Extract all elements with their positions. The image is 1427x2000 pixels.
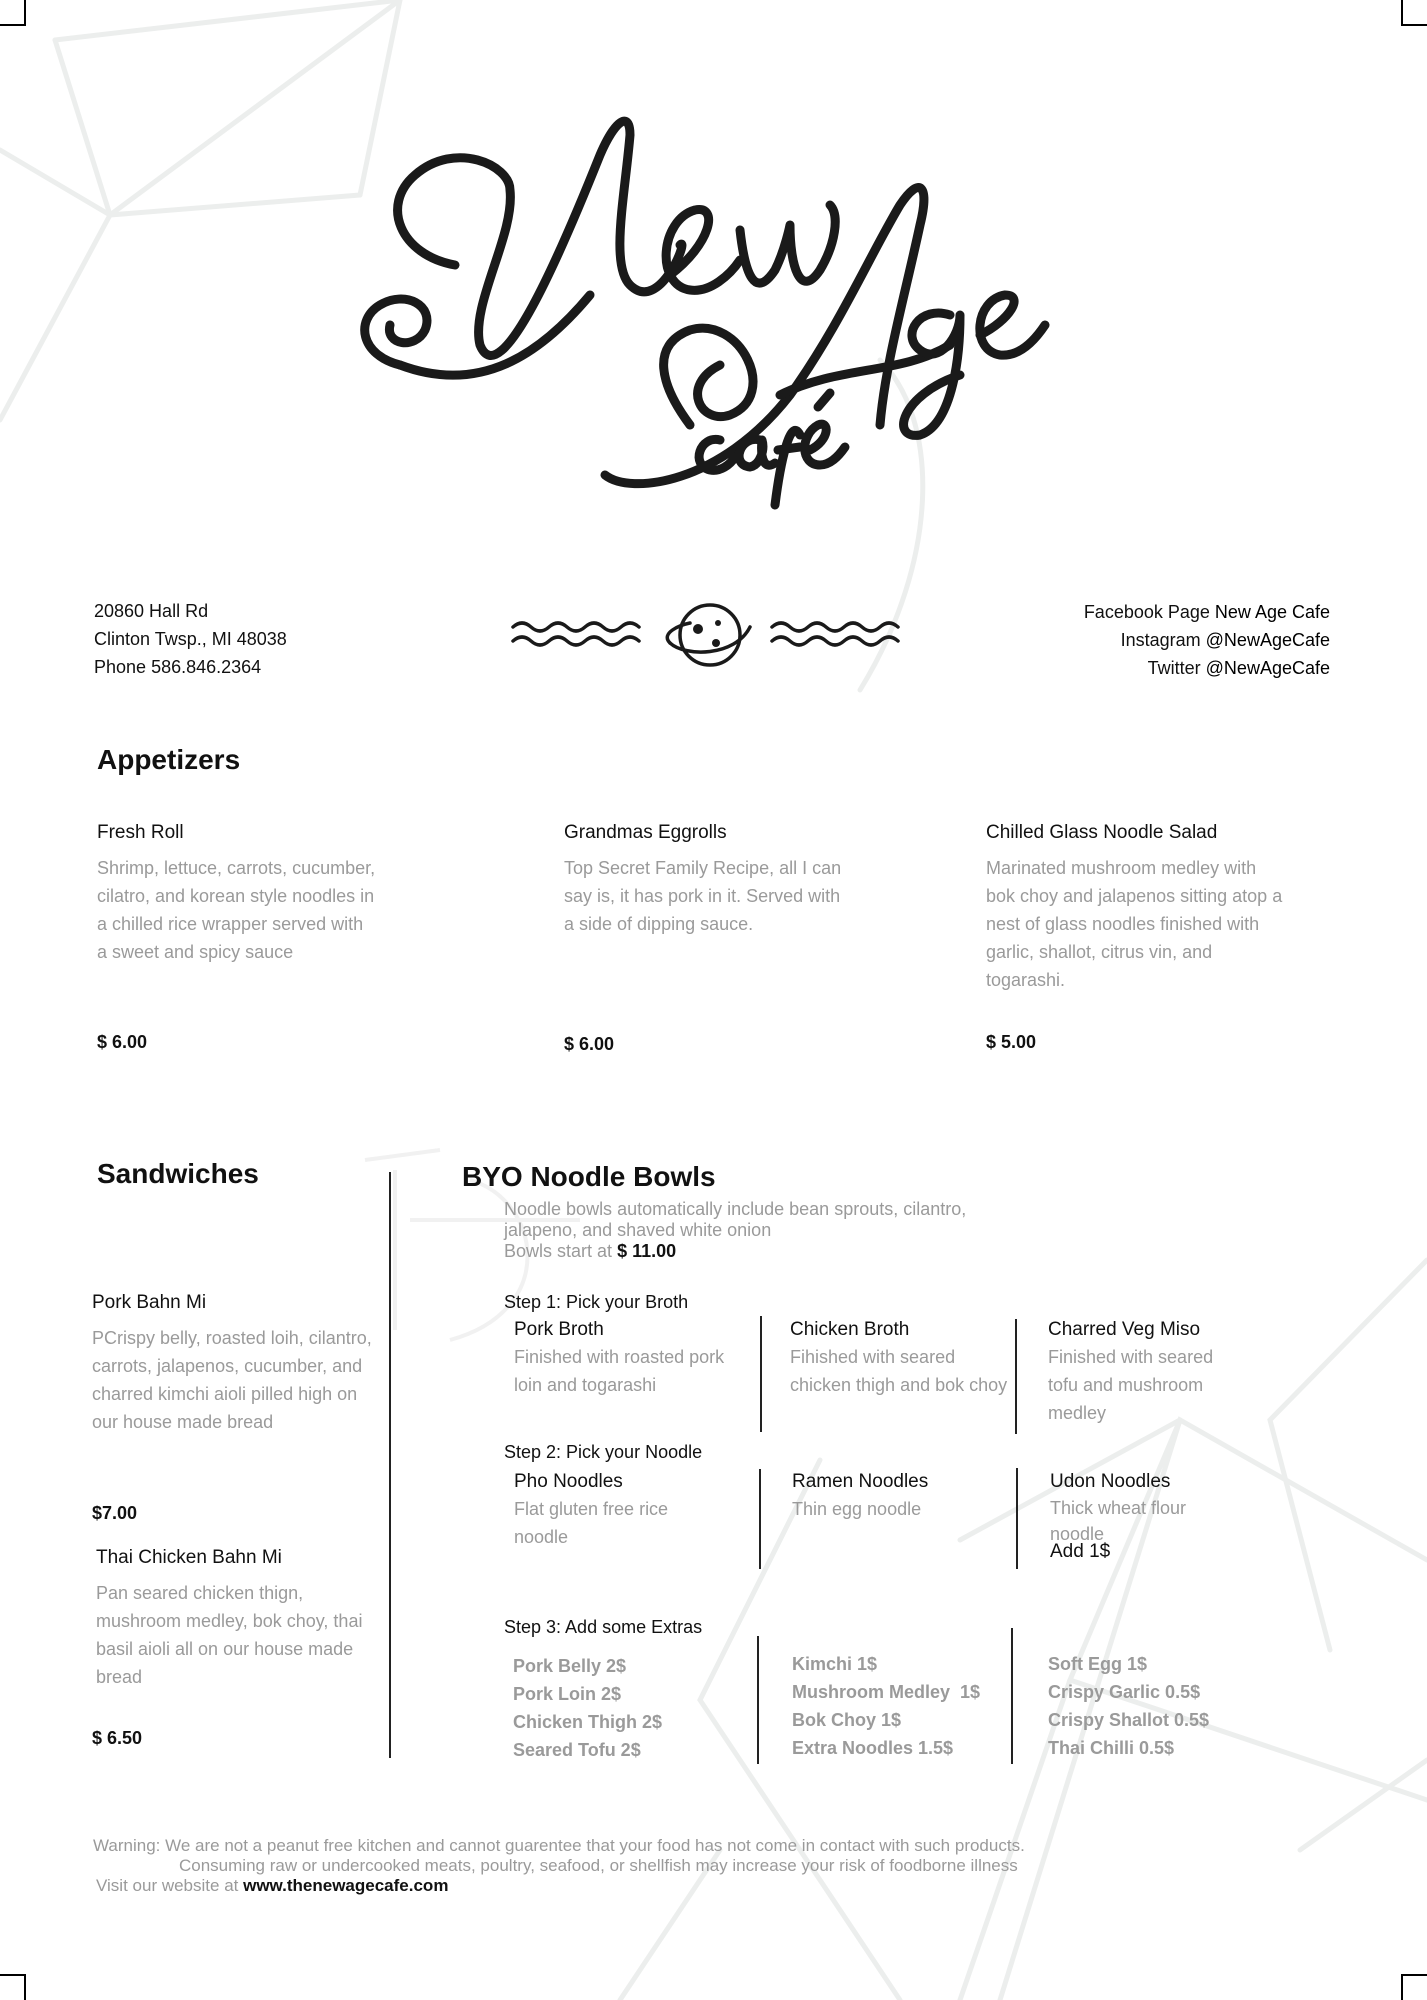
- step3-title: Step 3: Add some Extras: [504, 1617, 703, 1637]
- sandwich-item-thai-chicken-bahn-mi: [96, 1547, 386, 1691]
- noodle-option-ramen[interactable]: [792, 1471, 992, 1523]
- item-description: PCrispy belly, roasted loih, cilantro, carrots, jalapenos, cucumber, and charred kimchi aioli pilled high on our house made bread: [92, 1328, 372, 1432]
- twitter-line: [1084, 654, 1330, 682]
- appetizer-item-fresh-roll: [97, 822, 377, 966]
- address-line-2: Clinton Twsp., MI 48038: [94, 629, 287, 649]
- planet-wave-emblem: [510, 595, 910, 675]
- extra-chicken-thigh[interactable]: Chicken Thigh 2$: [513, 1712, 663, 1732]
- website-line: [93, 1876, 1373, 1896]
- phone-line: [94, 653, 287, 681]
- option-description: Thick wheat flour noodle: [1050, 1498, 1187, 1544]
- option-description: Finished with seared tofu and mushroom medley: [1048, 1347, 1214, 1423]
- phone-number[interactable]: 586.846.2364: [151, 657, 262, 677]
- extra-bok-choy[interactable]: Bok Choy 1$: [792, 1710, 902, 1730]
- section-divider: [389, 1172, 391, 1758]
- twitter-link[interactable]: @NewAgeCafe: [1205, 658, 1330, 678]
- noodle-bowls-heading: BYO Noodle Bowls: [462, 1161, 716, 1192]
- appetizers-heading: Appetizers: [97, 744, 241, 775]
- step2-title: Step 2: Pick your Noodle: [504, 1442, 703, 1462]
- option-name: Chicken Broth: [790, 1319, 910, 1340]
- item-name: Chilled Glass Noodle Salad: [986, 822, 1218, 843]
- item-price: $ 6.00: [564, 1034, 615, 1054]
- item-price: $ 6.00: [97, 1032, 148, 1052]
- footer: [93, 1836, 1373, 1896]
- extra-seared-tofu[interactable]: Seared Tofu 2$: [513, 1740, 641, 1760]
- noodle-option-udon[interactable]: [1050, 1471, 1230, 1563]
- item-description: Pan seared chicken thign, mushroom medley, bok choy, thai basil aioli all on our house made bread: [96, 1583, 363, 1687]
- extras-column-1: [513, 1652, 662, 1764]
- item-description: Marinated mushroom medley with bok choy and jalapenos sitting atop a nest of glass noodles finished with garlic, shallot, citrus vin, and togarashi.: [986, 858, 1283, 990]
- item-price: $ 5.00: [986, 1032, 1037, 1052]
- phone-label: Phone: [94, 657, 147, 677]
- item-name: Pork Bahn Mi: [92, 1292, 207, 1313]
- bowls-start-label: Bowls start at: [504, 1241, 613, 1261]
- crop-mark-top-right: [1401, 0, 1427, 26]
- appetizer-item-eggrolls: [564, 822, 844, 938]
- option-name: Ramen Noodles: [792, 1471, 929, 1492]
- sandwich-item-pork-bahn-mi: [92, 1292, 382, 1436]
- website-link[interactable]: www.thenewagecafe.com: [243, 1876, 449, 1895]
- website-label: Visit our website at: [96, 1876, 239, 1895]
- column-divider: [1016, 1468, 1018, 1569]
- step1-title: Step 1: Pick your Broth: [504, 1292, 689, 1312]
- item-price: $7.00: [92, 1503, 138, 1523]
- broth-option-chicken[interactable]: [790, 1319, 1020, 1399]
- extra-soft-egg[interactable]: Soft Egg 1$: [1048, 1654, 1148, 1674]
- facebook-line: [1084, 598, 1330, 626]
- twitter-label: Twitter: [1147, 658, 1201, 678]
- bowls-start-price: $ 11.00: [617, 1241, 677, 1261]
- item-name: Grandmas Eggrolls: [564, 822, 727, 843]
- crop-mark-top-left: [0, 0, 26, 26]
- extra-kimchi[interactable]: Kimchi 1$: [792, 1654, 878, 1674]
- column-divider: [759, 1469, 761, 1569]
- extra-noodles[interactable]: Extra Noodles 1.5$: [792, 1738, 954, 1758]
- extra-mushroom-medley[interactable]: Mushroom Medley 1$: [792, 1682, 981, 1702]
- item-description: Shrimp, lettuce, carrots, cucumber, cilatro, and korean style noodles in a chilled rice wrapper served with a sweet and spicy sauce: [97, 858, 376, 962]
- broth-option-veg-miso[interactable]: [1048, 1319, 1248, 1427]
- noodle-bowls-intro: Noodle bowls automatically include bean sprouts, cilantro, jalapeno, and shaved white onion: [504, 1199, 967, 1240]
- raw-food-warning: Consuming raw or undercooked meats, poultry, seafood, or shellfish may increase your risk of foodborne illness: [179, 1856, 1018, 1875]
- crop-mark-bottom-right: [1401, 1974, 1427, 2000]
- address-line-1: 20860 Hall Rd: [94, 601, 209, 621]
- extra-crispy-garlic[interactable]: Crispy Garlic 0.5$: [1048, 1682, 1201, 1702]
- extras-column-2: [792, 1650, 980, 1762]
- instagram-link[interactable]: @NewAgeCafe: [1205, 630, 1330, 650]
- option-name: Pho Noodles: [514, 1471, 623, 1492]
- instagram-line: [1084, 626, 1330, 654]
- instagram-label: Instagram: [1120, 630, 1201, 650]
- option-description: Thin egg noodle: [792, 1499, 922, 1519]
- extra-thai-chilli[interactable]: Thai Chilli 0.5$: [1048, 1738, 1175, 1758]
- column-divider: [1015, 1319, 1017, 1434]
- extra-crispy-shallot[interactable]: Crispy Shallot 0.5$: [1048, 1710, 1210, 1730]
- extra-pork-loin[interactable]: Pork Loin 2$: [513, 1684, 622, 1704]
- crop-mark-bottom-left: [0, 1974, 26, 2000]
- item-price: $ 6.50: [92, 1728, 143, 1748]
- option-description: Flat gluten free rice noodle: [514, 1499, 669, 1547]
- social-block: [1084, 598, 1330, 682]
- sandwiches-heading: Sandwiches: [97, 1158, 259, 1189]
- facebook-label: Facebook Page: [1083, 602, 1210, 622]
- option-name: Charred Veg Miso: [1048, 1319, 1201, 1340]
- option-description: Fihished with seared chicken thigh and bok choy: [790, 1347, 1008, 1395]
- item-name: Fresh Roll: [97, 822, 184, 843]
- item-description: Top Secret Family Recipe, all I can say is, it has pork in it. Served with a side of dipping sauce.: [564, 858, 842, 934]
- noodle-option-pho[interactable]: [514, 1471, 714, 1551]
- option-name: Udon Noodles: [1050, 1471, 1171, 1492]
- address-block: [94, 597, 287, 681]
- option-name: Pork Broth: [514, 1319, 604, 1340]
- new-age-cafe-logo: [360, 95, 1060, 515]
- column-divider: [1011, 1628, 1013, 1764]
- bowls-start-line: [504, 1241, 676, 1262]
- appetizer-item-glass-noodle-salad: [986, 822, 1286, 994]
- item-name: Thai Chicken Bahn Mi: [96, 1547, 282, 1568]
- option-description: Finished with roasted pork loin and togarashi: [514, 1347, 725, 1395]
- column-divider: [757, 1636, 759, 1764]
- extra-pork-belly[interactable]: Pork Belly 2$: [513, 1656, 627, 1676]
- peanut-warning: Warning: We are not a peanut free kitchen and cannot guarentee that your food has not come in contact with such products.: [93, 1836, 1025, 1855]
- facebook-link[interactable]: New Age Cafe: [1214, 602, 1330, 622]
- broth-option-pork[interactable]: [514, 1319, 744, 1399]
- column-divider: [760, 1316, 762, 1432]
- option-extra-cost: Add 1$: [1050, 1541, 1111, 1562]
- extras-column-3: [1048, 1650, 1209, 1762]
